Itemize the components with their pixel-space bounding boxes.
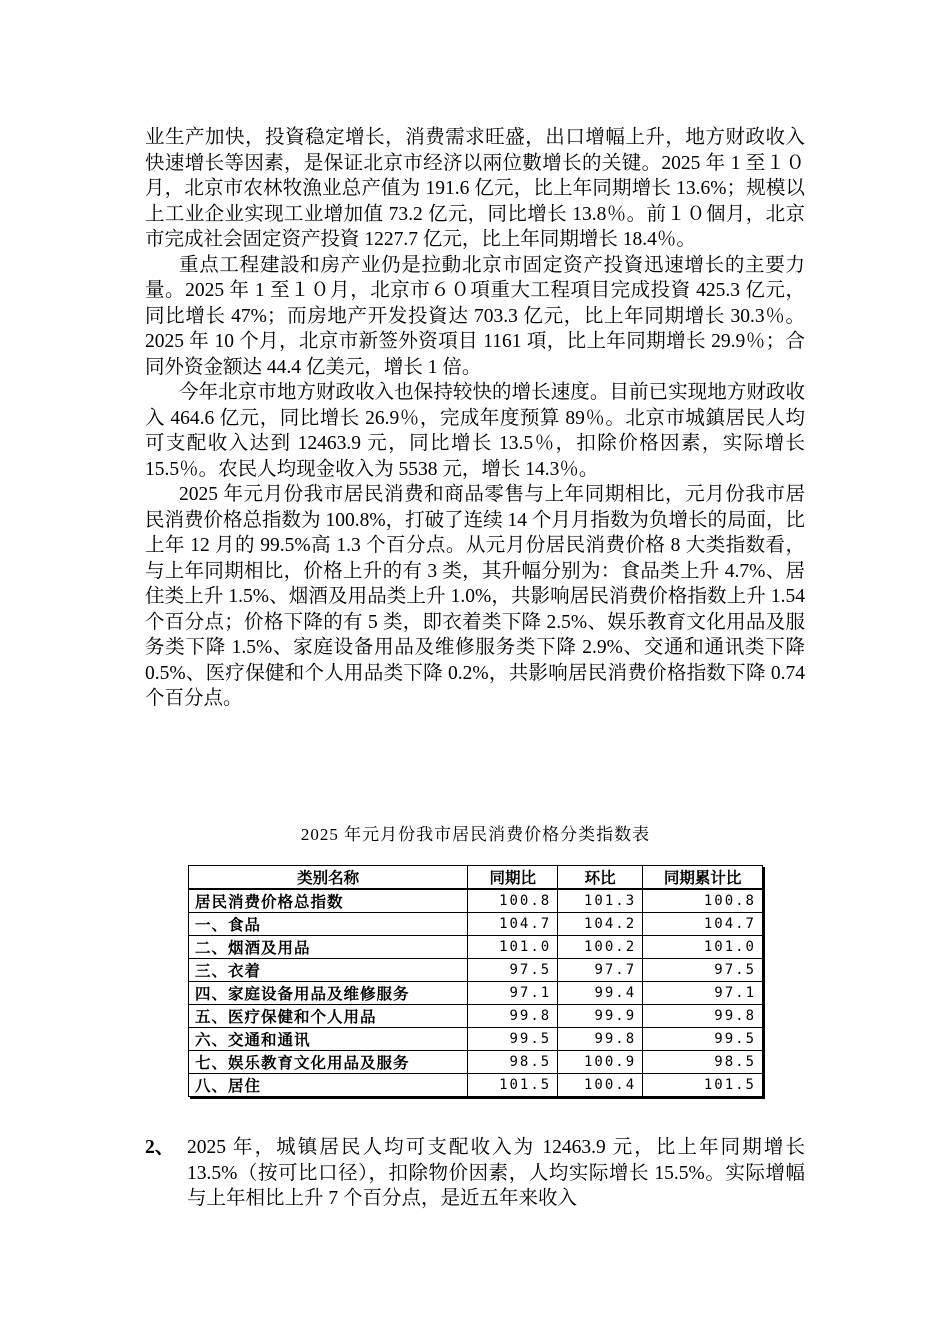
mom-cell: 100.2 [558, 936, 643, 959]
cumulative-cell: 104.7 [643, 913, 763, 936]
cumulative-cell: 101.0 [643, 936, 763, 959]
mom-cell: 104.2 [558, 913, 643, 936]
category-cell: 二、烟酒及用品 [189, 936, 468, 959]
cumulative-cell: 98.5 [643, 1051, 763, 1074]
table-header-row [189, 866, 763, 890]
column-header-category: 类别名称 [189, 866, 468, 890]
table-row [189, 936, 763, 959]
mom-cell: 100.9 [558, 1051, 643, 1074]
category-cell: 四、家庭设备用品及维修服务 [189, 982, 468, 1005]
mom-cell: 99.8 [558, 1028, 643, 1051]
column-header-yoy: 同期比 [468, 866, 558, 890]
category-cell: 居民消费价格总指数 [189, 889, 468, 913]
yoy-cell: 104.7 [468, 913, 558, 936]
category-cell: 六、交通和通讯 [189, 1028, 468, 1051]
category-cell: 七、娱乐教育文化用品及服务 [189, 1051, 468, 1074]
table-row [189, 913, 763, 936]
column-header-cumulative: 同期累计比 [643, 866, 763, 890]
paragraph: 今年北京市地方财政收入也保持较快的增长速度。目前已实现地方财政收入 464.6 亿元，同比增长 26.9％，完成年度预算 89％。北京市城鎮居民人均可支配收入达到 12463.9 元，同比增长 13.5％，扣除价格因素，实际增长 15.5％。农民人均现金收入为 5538 元，增长 14.3％。 [145, 382, 805, 480]
category-cell: 一、食品 [189, 913, 468, 936]
yoy-cell: 100.8 [468, 889, 558, 913]
table-row [189, 1028, 763, 1051]
cumulative-cell: 97.1 [643, 982, 763, 1005]
section-number: 2、 [145, 1137, 175, 1158]
category-cell: 五、医疗保健和个人用品 [189, 1005, 468, 1028]
cumulative-cell: 100.8 [643, 889, 763, 913]
table-row [189, 1051, 763, 1074]
yoy-cell: 101.0 [468, 936, 558, 959]
yoy-cell: 99.5 [468, 1028, 558, 1051]
table-caption: 2025 年元月份我市居民消费价格分类指数表 [300, 825, 651, 844]
mom-cell: 99.4 [558, 982, 643, 1005]
table-row [189, 889, 763, 913]
table-row [189, 982, 763, 1005]
mom-cell: 100.4 [558, 1074, 643, 1097]
paragraph: 重点工程建設和房产业仍是拉動北京市固定资产投資迅速增长的主要力量。2025 年 1 至１０月，北京市６０項重大工程項目完成投資 425.3 亿元，同比增长 47%；而房地产开发投資达 703.3 亿元，比上年同期增长 30.3％。2025 年 10 个月，北京市新签外资項目 1161 項，比上年同期增长 29.9％；合同外资金额达 44.4 亿美元，增长 1 倍。 [145, 254, 805, 378]
category-cell: 三、衣着 [189, 959, 468, 982]
yoy-cell: 99.8 [468, 1005, 558, 1028]
column-header-mom: 环比 [558, 866, 643, 890]
cumulative-cell: 99.8 [643, 1005, 763, 1028]
body-text [145, 125, 805, 712]
table-row [189, 959, 763, 982]
cumulative-cell: 97.5 [643, 959, 763, 982]
paragraph: 业生产加快，投資稳定增长，消费需求旺盛，出口增幅上升，地方财政收入快速增长等因素，是保证北京市经济以兩位數增长的关键。2025 年 1 至１０月，北京市农林牧漁业总产值为 191.6 亿元，比上年同期增长 13.6%；规模以上工业企业实现工业增加值 73.2 亿元，同比增长 13.8％。前１０個月，北京市完成社会固定资产投資 1227.7 亿元，比上年同期增长 18.4％。 [145, 127, 805, 250]
cumulative-cell: 99.5 [643, 1028, 763, 1051]
table-row [189, 1074, 763, 1097]
section-2-text: 2025 年，城镇居民人均可支配收入为 12463.9 元，比上年同期增长 13.5%（按可比口径），扣除物价因素，人均实际增长 15.5%。实际增幅与上年相比上升 7 个百分点，是近五年来收入 [187, 1137, 805, 1209]
yoy-cell: 98.5 [468, 1051, 558, 1074]
table-row [189, 1005, 763, 1028]
cumulative-cell: 101.5 [643, 1074, 763, 1097]
yoy-cell: 97.1 [468, 982, 558, 1005]
category-cell: 八、居住 [189, 1074, 468, 1097]
yoy-cell: 101.5 [468, 1074, 558, 1097]
section-2 [145, 1135, 805, 1212]
cpi-table [188, 865, 763, 1097]
mom-cell: 99.9 [558, 1005, 643, 1028]
yoy-cell: 97.5 [468, 959, 558, 982]
paragraph: 2025 年元月份我市居民消费和商品零售与上年同期相比，元月份我市居民消费价格总指数为 100.8%，打破了连续 14 个月月指数为负增长的局面，比上年 12 月的 99.5%高 1.3 个百分点。从元月份居民消费价格 8 大类指数看，与上年同期相比，价格上升的有 3 类，其升幅分别为：食品类上升 4.7%、居住类上升 1.5%、烟酒及用品类上升 1.0%，共影响居民消费价格指数上升 1.54 个百分点；价格下降的有 5 类，即衣着类下降 2.5%、娱乐教育文化用品及服务类下降 1.5%、家庭设备用品及维修服务类下降 2.9%、交通和通讯类下降 0.5%、医疗保健和个人用品类下降 0.2%，共影响居民消费价格指数下降 0.74 个百分点。 [145, 484, 805, 709]
mom-cell: 97.7 [558, 959, 643, 982]
mom-cell: 101.3 [558, 889, 643, 913]
